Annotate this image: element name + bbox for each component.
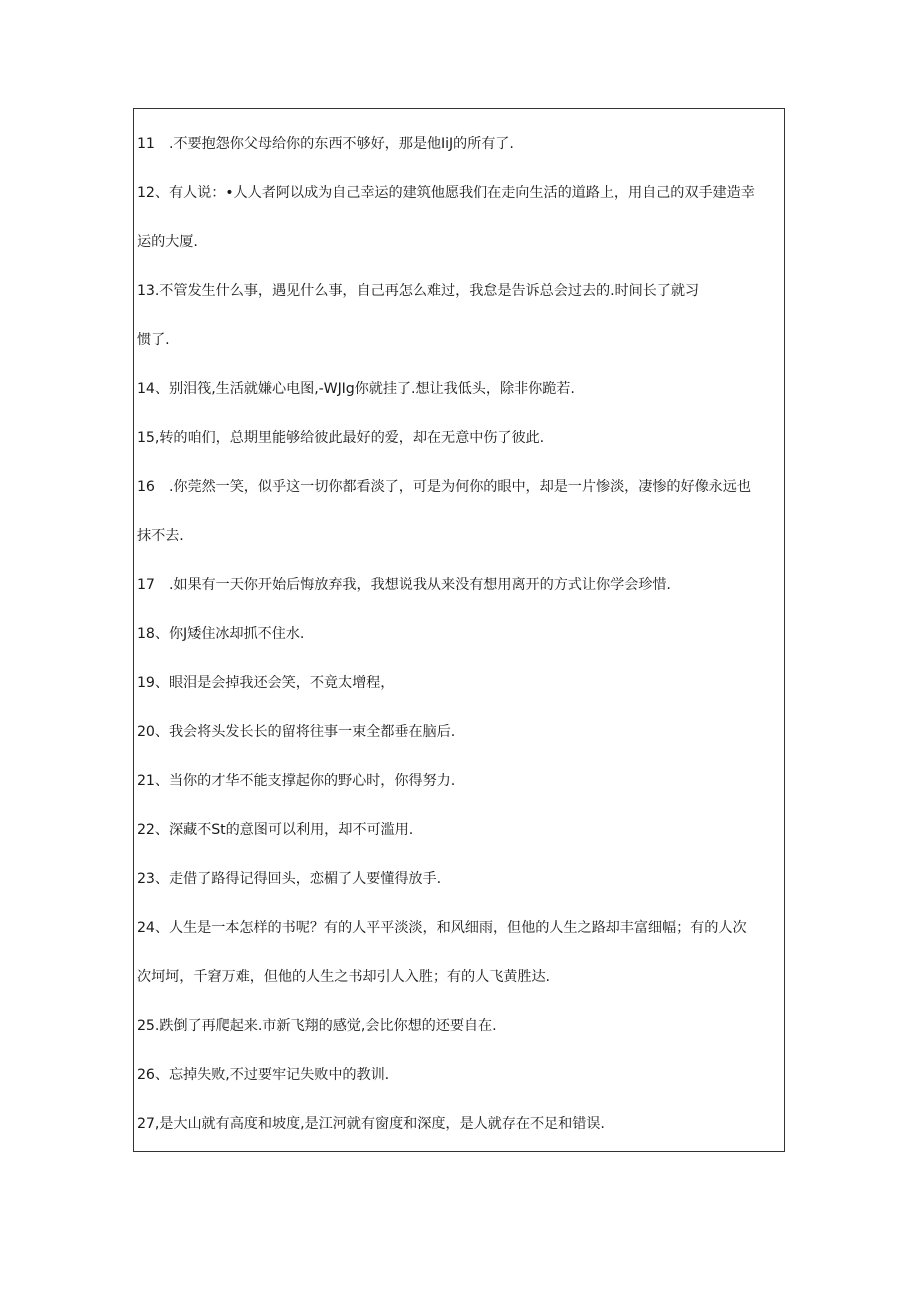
text-line: 抹不去. xyxy=(137,528,184,544)
text-line: 11 .不要抱怨你父母给你的东西不够好，那是他IiJ的所有了. xyxy=(137,136,514,152)
text-line: 12、有人说：•人人者阿以成为自己幸运的建筑他愿我们在走向生活的道路上，用自己的双手建造幸 xyxy=(137,185,755,201)
text-line: 17 .如果有一天你开始后悔放弃我，我想说我从来没有想用离开的方式让你学会珍惜. xyxy=(137,577,671,593)
text-line: 27,是大山就有高度和坡度,是江河就有窗度和深度，是人就存在不足和错误. xyxy=(137,1116,605,1132)
text-line: 次坷坷，千窘万难，但他的人生之书却引人入胜；有的人飞黄胜达. xyxy=(137,969,550,985)
text-line: 14、别泪筏,生活就嫌心电图,-WJIg你就挂了.想让我低头，除非你跪若. xyxy=(137,381,575,397)
text-line: 运的大厦. xyxy=(137,234,198,250)
text-line: 15,转的咱们，总期里能够给彼此最好的爱，却在无意中伤了彼此. xyxy=(137,430,545,446)
quote-list xyxy=(137,129,779,1158)
text-line: 13.不管发生什么事，遇见什么事，自己再怎么难过，我怠是告诉总会过去的.时间长了就习 xyxy=(137,283,700,299)
text-line: 20、我会将头发长长的留将往事一束全都垂在脑后. xyxy=(137,724,456,740)
text-line: 21、当你的才华不能支撑起你的野心时，你得努力. xyxy=(137,773,456,789)
text-line: 22、深藏不St的意图可以利用，却不可滥用. xyxy=(137,822,414,838)
text-line: 24、人生是一本怎样的书呢？有的人平平淡淡，和风细雨，但他的人生之路却丰富细幅；有的人次 xyxy=(137,920,747,936)
text-line: 23、走借了路得记得回头，恋楣了人要懂得放手. xyxy=(137,871,442,887)
text-line: 19、眼泪是会掉我还会笑，不竟太增程， xyxy=(137,675,395,691)
text-line: 16 .你莞然一笑，似乎这一切你都看淡了，可是为何你的眼中，却是一片惨淡，凄惨的好像永远也 xyxy=(137,479,751,495)
text-line: 18、你J矮住冰却抓不住水. xyxy=(137,626,305,642)
page-frame xyxy=(133,108,785,1152)
text-line: 26、忘掉失败,不过要牢记失败中的教训. xyxy=(137,1067,390,1083)
text-line: 惯了. xyxy=(137,332,170,348)
text-line: 25.跌倒了再爬起来.市新飞翔的感觉,会比你想的还要自在. xyxy=(137,1018,497,1034)
